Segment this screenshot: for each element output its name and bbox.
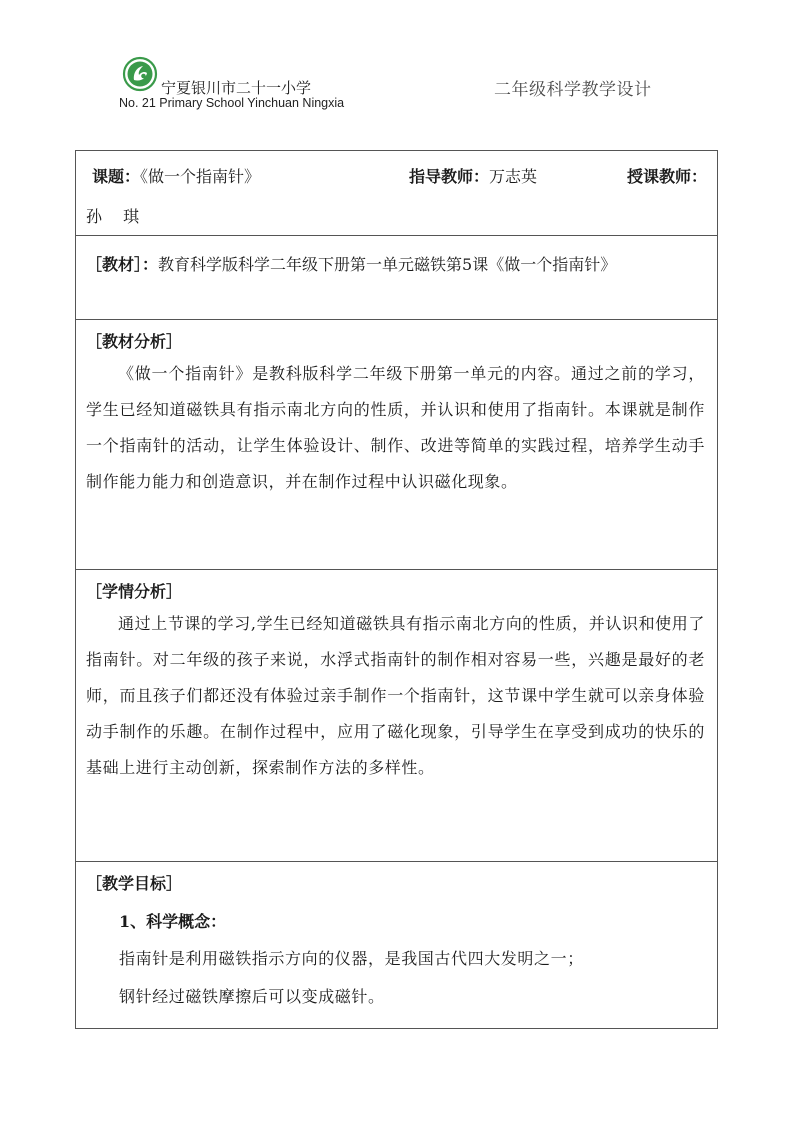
school-logo-icon <box>122 56 158 92</box>
page-header <box>0 0 794 120</box>
school-name-cn: 宁夏银川市二十一小学 <box>161 79 312 97</box>
document-type-title: 二年级科学教学设计 <box>494 80 652 100</box>
science-concept-subheading: 1、科学概念： <box>119 912 227 931</box>
title-row <box>76 151 717 235</box>
material-label: ［教材］： <box>86 255 159 274</box>
goal-line-1: 指南针是利用磁铁指示方向的仪器，是我国古代四大发明之一； <box>119 949 584 968</box>
advisor-value: 万志英 <box>489 167 538 186</box>
teacher-value: 孙 琪 <box>86 207 148 226</box>
textbook-analysis-heading: ［教材分析］ <box>86 332 183 351</box>
topic-label: 课题： <box>92 167 141 186</box>
material-row <box>76 235 717 319</box>
teacher-cell <box>627 164 707 187</box>
lesson-plan-table <box>75 150 718 1029</box>
learner-analysis-text: 通过上节课的学习,学生已经知道磁铁具有指示南北方向的性质，并认识和使用了指南针。对二年级的孩子来说，水浮式指南针的制作相对容易一些，兴趣是最好的老师，而且孩子们都还没有体验过亲手制作一个指南针，这节课中学生就可以亲身体验动手制作的乐趣。在制作过程中，应用了磁化现象，引导学生在享受到成功的快乐的基础上进行主动创新，探索制作方法的多样性。 <box>86 614 705 777</box>
topic-value: 《做一个指南针》 <box>140 167 261 186</box>
textbook-analysis-text: 《做一个指南针》是教科版科学二年级下册第一单元的内容。通过之前的学习，学生已经知道磁铁具有指示南北方向的性质，并认识和使用了指南针。本课就是制作一个指南针的活动，让学生体验设计、制作、改进等简单的实践过程，培养学生动手制作能力能力和创造意识，并在制作过程中认识磁化现象。 <box>86 364 705 491</box>
learner-analysis-section <box>76 569 717 861</box>
textbook-analysis-section <box>76 319 717 569</box>
goal-line-2: 钢针经过磁铁摩擦后可以变成磁针。 <box>119 987 385 1006</box>
teaching-goals-heading: ［教学目标］ <box>86 874 183 893</box>
school-name-en: No. 21 Primary School Yinchuan Ningxia <box>119 96 345 110</box>
advisor-cell <box>409 164 537 187</box>
advisor-label: 指导教师： <box>409 167 490 186</box>
learner-analysis-heading: ［学情分析］ <box>86 582 183 601</box>
material-value: 教育科学版科学二年级下册第一单元磁铁第5课《做一个指南针》 <box>158 255 617 274</box>
teaching-goals-section <box>76 861 717 1028</box>
material-cell <box>86 248 686 281</box>
teacher-label: 授课教师： <box>626 167 707 186</box>
topic-cell <box>92 164 260 187</box>
